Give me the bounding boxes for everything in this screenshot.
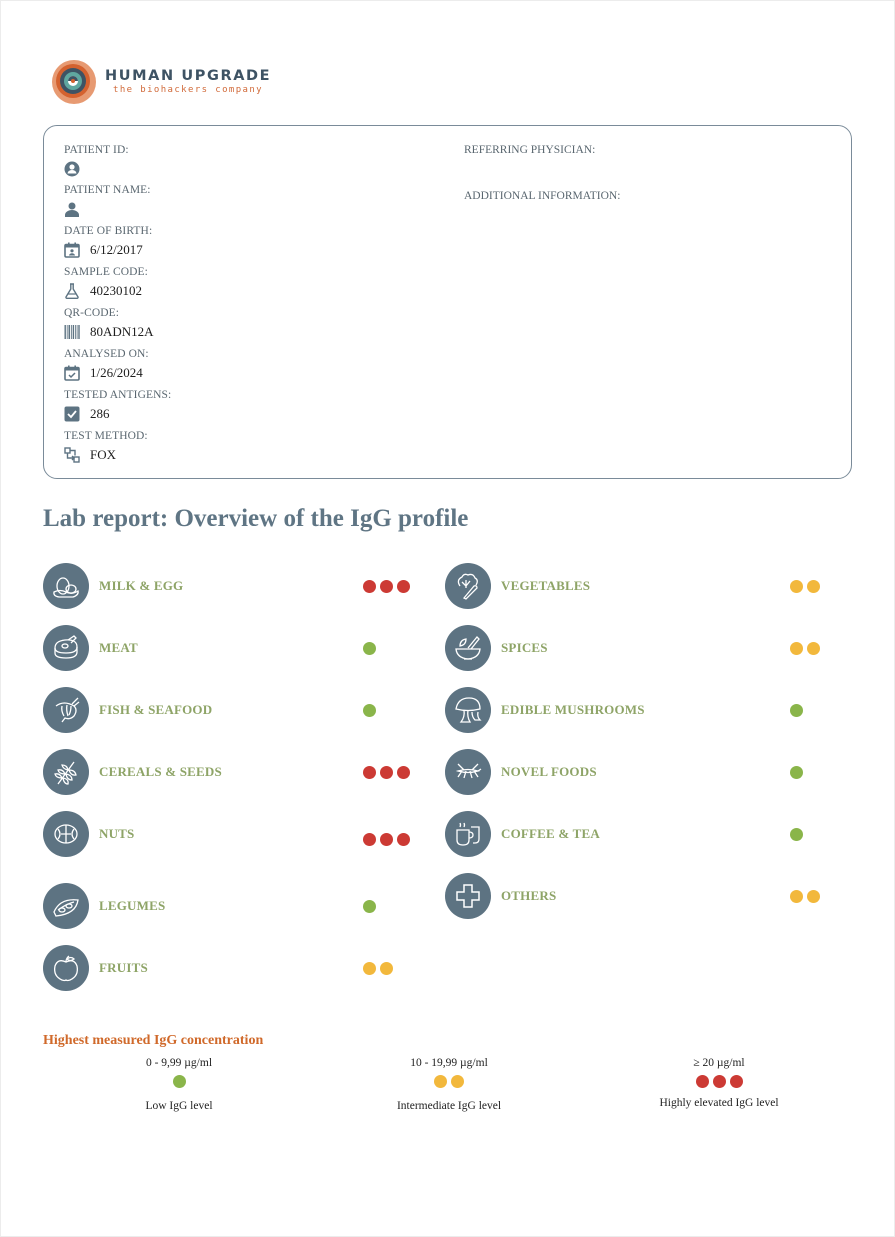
category-vegetables [445,563,590,609]
level-dot [696,1075,709,1088]
level-dot [790,704,803,717]
category-fish-seafood [43,687,212,733]
sample-code-value: 40230102 [90,283,142,298]
cross-icon [445,873,491,919]
level-dot [363,833,376,846]
level-dots-nuts [363,833,414,846]
patient-info-box [43,125,852,479]
level-dot [434,1075,447,1088]
legend-dots [349,1075,549,1088]
category-meat [43,625,138,671]
legume-icon [43,883,89,929]
calendar-check-icon [64,365,80,381]
level-dot [790,642,803,655]
legend-range: ≥ 20 µg/ml [693,1057,745,1069]
category-label: MILK & EGG [99,578,184,593]
checkbox-icon [64,406,80,422]
level-dot [807,890,820,903]
patient-name-label: PATIENT NAME: [64,184,151,196]
level-dots-others [790,890,824,903]
level-dot [363,962,376,975]
test-method-row [64,447,116,463]
shrimp-icon [43,687,89,733]
category-label: MEAT [99,640,138,655]
category-label: EDIBLE MUSHROOMS [501,702,645,717]
test-method-value: FOX [90,447,117,462]
calendar-person-icon [64,242,80,258]
patient-id-row [64,161,90,177]
category-label: OTHERS [501,888,557,903]
category-label: NOVEL FOODS [501,764,597,779]
flask-icon [64,283,80,299]
level-dot [807,580,820,593]
category-edible-mushrooms [445,687,645,733]
level-dot [790,766,803,779]
level-dot [380,766,393,779]
category-spices [445,625,548,671]
patient-name-row [64,201,90,217]
analysed-on-label: ANALYSED ON: [64,348,149,360]
logo-mark-icon [51,59,97,105]
qr-code-label: QR-CODE: [64,307,120,319]
meat-icon [43,625,89,671]
dob-row [64,242,143,258]
legend-description: Low IgG level [145,1100,213,1112]
level-dot [380,962,393,975]
legend-range: 0 - 9,99 µg/ml [145,1057,213,1069]
legend-dots [619,1075,819,1088]
mortar-icon [445,625,491,671]
category-label: FISH & SEAFOOD [99,702,213,717]
level-dot [363,900,376,913]
level-dot [173,1075,186,1088]
level-dot [790,828,803,841]
sample-code-label: SAMPLE CODE: [64,266,148,278]
level-dot [380,833,393,846]
level-dot [790,580,803,593]
report-title: Lab report: Overview of the IgG profile [43,505,469,532]
brand-subtitle: the biohackers company [113,85,264,95]
category-label: VEGETABLES [501,578,591,593]
legend-range: 10 - 19,99 µg/ml [410,1057,488,1069]
mushroom-icon [445,687,491,733]
brand-logo [51,59,271,105]
level-dots-vegetables [790,580,824,593]
level-dots-coffee-tea [790,828,807,841]
tested-antigens-label: TESTED ANTIGENS: [64,389,172,401]
category-label: CEREALS & SEEDS [99,764,222,779]
category-cereals-seeds [43,749,222,795]
category-label: COFFEE & TEA [501,826,600,841]
person-icon [64,201,80,217]
legend-high [619,1057,819,1109]
level-dot [713,1075,726,1088]
category-novel-foods [445,749,597,795]
barcode-icon [64,324,80,340]
level-dots-milk-egg [363,580,414,593]
brand-title: HUMAN UPGRADE [105,68,272,84]
category-milk-egg [43,563,183,609]
legend-description: Highly elevated IgG level [659,1097,779,1109]
level-dots-fish-seafood [363,704,380,717]
analysed-on-row [64,365,143,381]
tested-antigens-row [64,406,110,422]
referring-physician-label: REFERRING PHYSICIAN: [464,144,596,156]
legend-intermediate [349,1057,549,1112]
qr-code-value: 80ADN12A [90,324,154,339]
level-dot [807,642,820,655]
patient-id-label: PATIENT ID: [64,144,129,156]
apple-icon [43,945,89,991]
tested-antigens-value: 286 [90,406,110,421]
level-dot [363,766,376,779]
qr-code-row [64,324,154,340]
level-dot [397,766,410,779]
legend-dots [79,1075,279,1088]
level-dot [451,1075,464,1088]
level-dots-fruits [363,962,397,975]
level-dot [790,890,803,903]
sample-code-row [64,283,142,299]
vegetables-icon [445,563,491,609]
milk-egg-icon [43,563,89,609]
level-dots-cereals-seeds [363,766,414,779]
additional-info-label: ADDITIONAL INFORMATION: [464,190,621,202]
level-dot [363,580,376,593]
level-dot [363,704,376,717]
level-dots-novel-foods [790,766,807,779]
wheat-icon [43,749,89,795]
category-coffee-tea [445,811,600,857]
category-legumes [43,883,165,929]
level-dot [363,642,376,655]
legend-description: Intermediate IgG level [396,1100,502,1112]
level-dots-spices [790,642,824,655]
test-method-label: TEST METHOD: [64,430,148,442]
dob-value: 6/12/2017 [90,242,143,257]
legend-low [79,1057,279,1112]
dob-label: DATE OF BIRTH: [64,225,153,237]
category-label: FRUITS [99,960,148,975]
insect-icon [445,749,491,795]
method-icon [64,447,80,463]
nut-icon [43,811,89,857]
level-dot [730,1075,743,1088]
category-label: SPICES [501,640,548,655]
level-dots-edible-mushrooms [790,704,807,717]
level-dots-meat [363,642,380,655]
cup-icon [445,811,491,857]
level-dot [397,580,410,593]
category-label: NUTS [99,826,135,841]
category-others [445,873,556,919]
level-dot [397,833,410,846]
category-label: LEGUMES [99,898,166,913]
level-dots-legumes [363,900,380,913]
legend-title: Highest measured IgG concentration [43,1033,264,1048]
level-dot [380,580,393,593]
analysed-on-value: 1/26/2024 [90,365,143,380]
category-nuts [43,811,134,857]
category-fruits [43,945,148,991]
user-circle-icon [64,161,80,177]
